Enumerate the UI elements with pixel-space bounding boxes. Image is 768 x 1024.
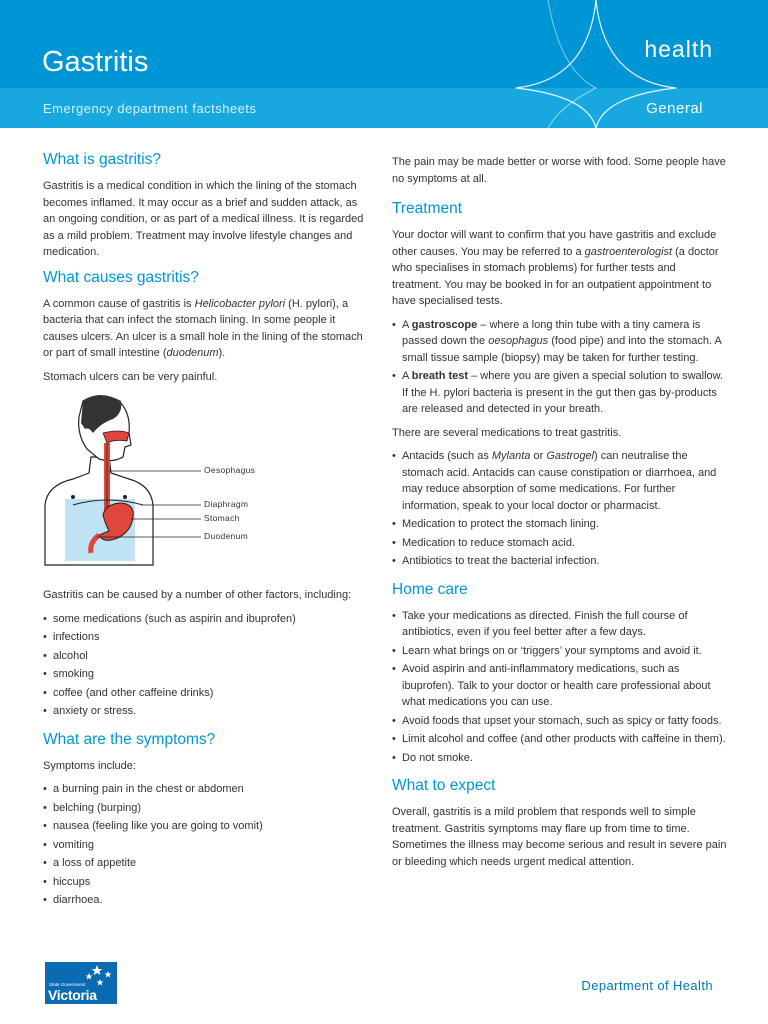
text-run: Your doctor will want to confirm that you have gastritis and exclude other causes. You may be referred to a: [392, 229, 717, 258]
series-subtitle: Emergency department factsheets: [43, 101, 257, 116]
list-item: • a burning pain in the chest or abdomen: [43, 781, 366, 798]
bold-term: gastroscope: [411, 318, 478, 331]
department-name: Department of Health: [581, 978, 713, 993]
list-item: • anxiety or stress.: [43, 703, 366, 720]
medications-intro: There are several medications to treat gastritis.: [392, 426, 622, 439]
italic-term: Helicobacter pylori: [194, 297, 286, 310]
text-run: A: [402, 370, 412, 382]
list-item: • Antibiotics to treat the bacterial infection.: [392, 553, 727, 570]
causes-paragraph: [43, 296, 366, 362]
expect-paragraph: Overall, gastritis is a mild problem that responds well to simple treatment. Gastritis symptoms may flare up from time to time. Sometimes the illness may become serious and result in severe pain or bleeding which needs urgent medical attention.: [392, 806, 727, 868]
text-run: ) can neutralise the stomach acid. Antacids can cause constipation or diarrhoea, and may reduce absorption of some medications. For further information, speak to your local doctor or pharmacist.: [402, 450, 717, 512]
list-item: [392, 448, 727, 514]
label-oesophagus: Oesophagus: [204, 465, 256, 475]
text-run: A: [402, 318, 412, 331]
text-run: (H. pylori), a bacteria that can infect the stomach lining. In some people it causes ulcers. An ulcer is a small hole in the lining of the stomach or part of small intestine (: [43, 297, 363, 359]
logo-small-text: State Government: [49, 982, 86, 987]
list-item: • vomiting: [43, 837, 366, 854]
list-item: • alcohol: [43, 648, 366, 665]
digestive-illustration: [43, 393, 366, 573]
italic-term: Mylanta: [491, 450, 531, 462]
text-run: (a doctor who specialises in stomach problems) for further tests and treatment. You may be booked in for an outpatient appointment to have specialised tests.: [392, 245, 719, 307]
ulcer-pain-paragraph: Stomach ulcers can be very painful.: [43, 370, 218, 383]
list-item: • nausea (feeling like you are going to vomit): [43, 818, 366, 835]
list-item: • smoking: [43, 666, 366, 683]
label-duodenum: Duodenum: [204, 531, 248, 541]
medications-list: [392, 448, 727, 570]
list-item: • a loss of appetite: [43, 855, 366, 872]
list-item: • some medications (such as aspirin and ibuprofen): [43, 611, 366, 628]
page-header: [0, 0, 768, 128]
tests-list: [392, 317, 727, 418]
heading-causes: What causes gastritis?: [43, 268, 199, 286]
food-paragraph: The pain may be made better or worse with food. Some people have no symptoms at all.: [392, 156, 726, 185]
left-column: [43, 150, 366, 916]
home-care-list: [392, 608, 727, 767]
symptoms-list: [43, 781, 366, 909]
italic-term: oesophagus: [488, 335, 549, 347]
symptoms-intro: Symptoms include:: [43, 759, 136, 772]
text-run: – where a long thin tube with a tiny camera is passed down the: [402, 318, 701, 347]
category-label: General: [646, 100, 703, 117]
victoria-logo: [45, 962, 117, 1004]
other-factors-paragraph: Gastritis can be caused by a number of other factors, including:: [43, 589, 352, 601]
heading-symptoms: What are the symptoms?: [43, 730, 216, 748]
bold-term: breath test: [411, 370, 469, 382]
anatomy-drawing: [43, 393, 366, 573]
treatment-paragraph: [392, 227, 727, 310]
heading-what-to-expect: What to expect: [392, 777, 496, 794]
list-item: • Learn what brings on or ‘triggers’ your symptoms and avoid it.: [392, 643, 727, 660]
what-is-paragraph: Gastritis is a medical condition in which the lining of the stomach becomes inflamed. It may occur as a brief and sudden attack, as an ongoing condition, or as part of a medical illness. It is regarded as a mild problem. Treatment may involve lifestyle changes and medication.: [43, 180, 364, 258]
list-item: • diarrhoea.: [43, 892, 366, 909]
text-run: – where you are given a special solution to swallow. If the H. pylori bacteria is present in the gut then gas by-products are released and detected in your breath.: [402, 370, 724, 415]
list-item: [392, 368, 727, 418]
list-item: [392, 317, 727, 367]
text-run: A common cause of gastritis is: [43, 297, 195, 310]
italic-term: duodenum: [166, 347, 219, 359]
list-item: • Limit alcohol and coffee (and other products with caffeine in them).: [392, 731, 727, 748]
list-item: • Medication to reduce stomach acid.: [392, 535, 727, 552]
text-run: (food pipe) and into the stomach. A small tissue sample (biopsy) may be taken for further testing.: [402, 335, 722, 364]
list-item: • Medication to protect the stomach lining.: [392, 516, 727, 533]
right-column: [392, 154, 727, 877]
italic-term: gastroenterologist: [584, 245, 673, 258]
text-run: Antacids (such as: [402, 450, 492, 462]
label-stomach: Stomach: [204, 513, 240, 523]
factors-list: [43, 611, 366, 720]
list-item: • Avoid foods that upset your stomach, such as spicy or fatty foods.: [392, 713, 727, 730]
italic-term: Gastrogel: [546, 450, 595, 462]
heading-home-care: Home care: [392, 580, 468, 598]
heading-what-is: What is gastritis?: [43, 151, 162, 168]
label-diaphragm: Diaphragm: [204, 499, 249, 509]
list-item: • infections: [43, 629, 366, 646]
list-item: • Avoid aspirin and anti-inflammatory medications, such as ibuprofen). Talk to your doctor or health care professional about what medications you can use.: [392, 661, 727, 711]
brand-wordmark: health: [644, 36, 713, 62]
logo-main-text: Victoria: [48, 987, 97, 1003]
text-run: or: [530, 450, 547, 462]
list-item: • Do not smoke.: [392, 750, 727, 767]
list-item: • belching (burping): [43, 800, 366, 817]
page-title: Gastritis: [42, 46, 149, 78]
text-run: ).: [218, 347, 226, 359]
heading-treatment: Treatment: [392, 200, 463, 217]
list-item: • hiccups: [43, 874, 366, 891]
list-item: • coffee (and other caffeine drinks): [43, 685, 366, 702]
list-item: • Take your medications as directed. Finish the full course of antibiotics, even if you feel better after a few days.: [392, 608, 727, 641]
